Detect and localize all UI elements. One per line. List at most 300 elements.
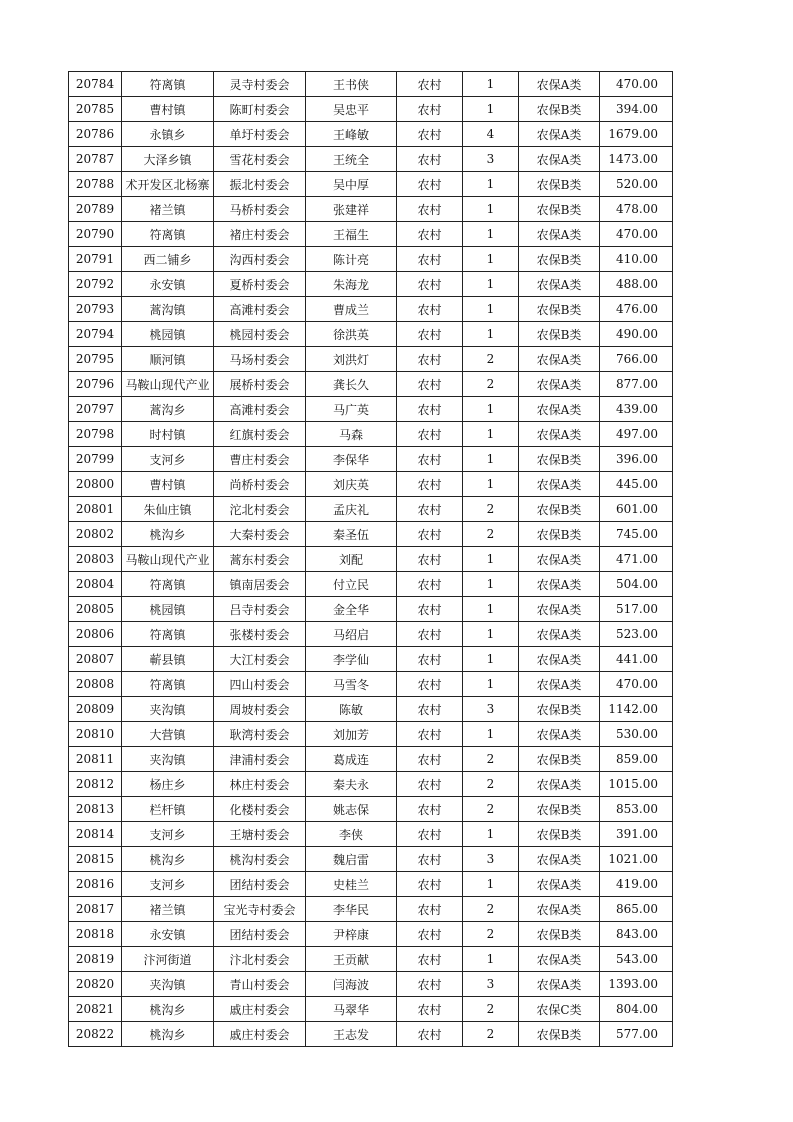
record-id-cell: 20822	[69, 1022, 122, 1047]
insurance-category-cell: 农保A类	[519, 597, 600, 622]
amount-cell: 504.00	[600, 572, 673, 597]
town-cell: 永安镇	[122, 272, 214, 297]
household-count-cell: 1	[463, 622, 519, 647]
household-count-cell: 1	[463, 247, 519, 272]
amount-cell: 1142.00	[600, 697, 673, 722]
village-committee-cell: 桃沟村委会	[214, 847, 306, 872]
village-committee-cell: 桃园村委会	[214, 322, 306, 347]
area-type-cell: 农村	[397, 722, 463, 747]
village-committee-cell: 大秦村委会	[214, 522, 306, 547]
household-count-cell: 3	[463, 697, 519, 722]
insurance-category-cell: 农保A类	[519, 472, 600, 497]
person-name-cell: 姚志保	[306, 797, 397, 822]
village-committee-cell: 戚庄村委会	[214, 997, 306, 1022]
record-id-cell: 20787	[69, 147, 122, 172]
area-type-cell: 农村	[397, 122, 463, 147]
person-name-cell: 秦圣伍	[306, 522, 397, 547]
area-type-cell: 农村	[397, 147, 463, 172]
person-name-cell: 马绍启	[306, 622, 397, 647]
amount-cell: 490.00	[600, 322, 673, 347]
insurance-category-cell: 农保A类	[519, 397, 600, 422]
area-type-cell: 农村	[397, 947, 463, 972]
village-committee-cell: 红旗村委会	[214, 422, 306, 447]
household-count-cell: 3	[463, 847, 519, 872]
village-committee-cell: 大江村委会	[214, 647, 306, 672]
person-name-cell: 刘庆英	[306, 472, 397, 497]
insurance-category-cell: 农保A类	[519, 872, 600, 897]
household-count-cell: 1	[463, 297, 519, 322]
area-type-cell: 农村	[397, 972, 463, 997]
area-type-cell: 农村	[397, 297, 463, 322]
table-row	[69, 897, 673, 922]
person-name-cell: 孟庆礼	[306, 497, 397, 522]
household-count-cell: 1	[463, 197, 519, 222]
village-committee-cell: 单圩村委会	[214, 122, 306, 147]
area-type-cell: 农村	[397, 372, 463, 397]
household-count-cell: 1	[463, 472, 519, 497]
amount-cell: 804.00	[600, 997, 673, 1022]
household-count-cell: 4	[463, 122, 519, 147]
table-row	[69, 722, 673, 747]
amount-cell: 577.00	[600, 1022, 673, 1047]
record-id-cell: 20806	[69, 622, 122, 647]
table-row	[69, 647, 673, 672]
amount-cell: 394.00	[600, 97, 673, 122]
table-row	[69, 597, 673, 622]
person-name-cell: 朱海龙	[306, 272, 397, 297]
person-name-cell: 李学仙	[306, 647, 397, 672]
person-name-cell: 吴中厚	[306, 172, 397, 197]
town-cell: 西二铺乡	[122, 247, 214, 272]
village-committee-cell: 青山村委会	[214, 972, 306, 997]
insurance-category-cell: 农保C类	[519, 997, 600, 1022]
insurance-category-cell: 农保B类	[519, 97, 600, 122]
record-id-cell: 20804	[69, 572, 122, 597]
village-committee-cell: 汴北村委会	[214, 947, 306, 972]
amount-cell: 530.00	[600, 722, 673, 747]
area-type-cell: 农村	[397, 522, 463, 547]
person-name-cell: 尹梓康	[306, 922, 397, 947]
table-row	[69, 747, 673, 772]
person-name-cell: 王统全	[306, 147, 397, 172]
person-name-cell: 马翠华	[306, 997, 397, 1022]
table-row	[69, 547, 673, 572]
village-committee-cell: 津浦村委会	[214, 747, 306, 772]
insurance-category-cell: 农保B类	[519, 822, 600, 847]
insurance-category-cell: 农保A类	[519, 972, 600, 997]
area-type-cell: 农村	[397, 997, 463, 1022]
insurance-category-cell: 农保B类	[519, 797, 600, 822]
town-cell: 桃沟乡	[122, 1022, 214, 1047]
table-row	[69, 322, 673, 347]
insurance-category-cell: 农保B类	[519, 1022, 600, 1047]
person-name-cell: 金全华	[306, 597, 397, 622]
amount-cell: 445.00	[600, 472, 673, 497]
town-cell: 蒿沟乡	[122, 397, 214, 422]
insurance-category-cell: 农保A类	[519, 122, 600, 147]
person-name-cell: 王福生	[306, 222, 397, 247]
person-name-cell: 闫海波	[306, 972, 397, 997]
town-cell: 蒿沟镇	[122, 297, 214, 322]
town-cell: 褚兰镇	[122, 897, 214, 922]
area-type-cell: 农村	[397, 272, 463, 297]
amount-cell: 441.00	[600, 647, 673, 672]
table-row	[69, 947, 673, 972]
area-type-cell: 农村	[397, 597, 463, 622]
household-count-cell: 1	[463, 672, 519, 697]
amount-cell: 439.00	[600, 397, 673, 422]
amount-cell: 853.00	[600, 797, 673, 822]
town-cell: 夹沟镇	[122, 697, 214, 722]
household-count-cell: 1	[463, 947, 519, 972]
household-count-cell: 1	[463, 872, 519, 897]
household-count-cell: 2	[463, 922, 519, 947]
person-name-cell: 李保华	[306, 447, 397, 472]
person-name-cell: 秦夫永	[306, 772, 397, 797]
record-id-cell: 20793	[69, 297, 122, 322]
village-committee-cell: 马桥村委会	[214, 197, 306, 222]
village-committee-cell: 镇南居委会	[214, 572, 306, 597]
household-count-cell: 1	[463, 647, 519, 672]
record-id-cell: 20802	[69, 522, 122, 547]
table-row	[69, 797, 673, 822]
household-count-cell: 1	[463, 222, 519, 247]
insurance-category-cell: 农保B类	[519, 697, 600, 722]
household-count-cell: 2	[463, 997, 519, 1022]
household-count-cell: 1	[463, 547, 519, 572]
table-row	[69, 672, 673, 697]
area-type-cell: 农村	[397, 172, 463, 197]
village-committee-cell: 四山村委会	[214, 672, 306, 697]
person-name-cell: 史桂兰	[306, 872, 397, 897]
person-name-cell: 陈敏	[306, 697, 397, 722]
record-id-cell: 20796	[69, 372, 122, 397]
amount-cell: 471.00	[600, 547, 673, 572]
record-id-cell: 20785	[69, 97, 122, 122]
insurance-category-cell: 农保A类	[519, 72, 600, 97]
table-row	[69, 497, 673, 522]
village-committee-cell: 褚庄村委会	[214, 222, 306, 247]
person-name-cell: 王贡献	[306, 947, 397, 972]
record-id-cell: 20814	[69, 822, 122, 847]
town-cell: 曹村镇	[122, 472, 214, 497]
amount-cell: 478.00	[600, 197, 673, 222]
amount-cell: 766.00	[600, 347, 673, 372]
record-id-cell: 20807	[69, 647, 122, 672]
table-row	[69, 297, 673, 322]
person-name-cell: 刘加芳	[306, 722, 397, 747]
insurance-category-cell: 农保B类	[519, 197, 600, 222]
insurance-category-cell: 农保B类	[519, 322, 600, 347]
insurance-category-cell: 农保B类	[519, 747, 600, 772]
person-name-cell: 马森	[306, 422, 397, 447]
town-cell: 术开发区北杨寨	[122, 172, 214, 197]
town-cell: 马鞍山现代产业	[122, 547, 214, 572]
record-id-cell: 20786	[69, 122, 122, 147]
village-committee-cell: 高滩村委会	[214, 297, 306, 322]
household-count-cell: 1	[463, 822, 519, 847]
village-committee-cell: 曹庄村委会	[214, 447, 306, 472]
table-row	[69, 147, 673, 172]
person-name-cell: 曹成兰	[306, 297, 397, 322]
village-committee-cell: 沱北村委会	[214, 497, 306, 522]
town-cell: 褚兰镇	[122, 197, 214, 222]
person-name-cell: 王书侠	[306, 72, 397, 97]
record-id-cell: 20788	[69, 172, 122, 197]
town-cell: 夹沟镇	[122, 747, 214, 772]
town-cell: 桃园镇	[122, 597, 214, 622]
village-committee-cell: 林庄村委会	[214, 772, 306, 797]
village-committee-cell: 展桥村委会	[214, 372, 306, 397]
record-id-cell: 20816	[69, 872, 122, 897]
record-id-cell: 20805	[69, 597, 122, 622]
table-row	[69, 972, 673, 997]
table-row	[69, 347, 673, 372]
town-cell: 顺河镇	[122, 347, 214, 372]
town-cell: 夹沟镇	[122, 972, 214, 997]
insurance-category-cell: 农保B类	[519, 922, 600, 947]
village-committee-cell: 夏桥村委会	[214, 272, 306, 297]
insurance-category-cell: 农保B类	[519, 497, 600, 522]
amount-cell: 745.00	[600, 522, 673, 547]
record-id-cell: 20790	[69, 222, 122, 247]
person-name-cell: 葛成连	[306, 747, 397, 772]
area-type-cell: 农村	[397, 622, 463, 647]
record-id-cell: 20811	[69, 747, 122, 772]
record-id-cell: 20808	[69, 672, 122, 697]
village-committee-cell: 陈町村委会	[214, 97, 306, 122]
village-committee-cell: 团结村委会	[214, 922, 306, 947]
household-count-cell: 1	[463, 572, 519, 597]
area-type-cell: 农村	[397, 697, 463, 722]
area-type-cell: 农村	[397, 72, 463, 97]
area-type-cell: 农村	[397, 322, 463, 347]
town-cell: 永镇乡	[122, 122, 214, 147]
household-count-cell: 2	[463, 1022, 519, 1047]
area-type-cell: 农村	[397, 497, 463, 522]
insurance-category-cell: 农保A类	[519, 147, 600, 172]
area-type-cell: 农村	[397, 247, 463, 272]
town-cell: 符离镇	[122, 222, 214, 247]
area-type-cell: 农村	[397, 97, 463, 122]
village-committee-cell: 化楼村委会	[214, 797, 306, 822]
table-row	[69, 122, 673, 147]
table-row	[69, 522, 673, 547]
village-committee-cell: 戚庄村委会	[214, 1022, 306, 1047]
household-count-cell: 1	[463, 422, 519, 447]
area-type-cell: 农村	[397, 922, 463, 947]
village-committee-cell: 王塘村委会	[214, 822, 306, 847]
amount-cell: 859.00	[600, 747, 673, 772]
amount-cell: 1679.00	[600, 122, 673, 147]
village-committee-cell: 尚桥村委会	[214, 472, 306, 497]
town-cell: 符离镇	[122, 622, 214, 647]
record-id-cell: 20813	[69, 797, 122, 822]
table-row	[69, 822, 673, 847]
insurance-category-cell: 农保B类	[519, 522, 600, 547]
household-count-cell: 1	[463, 172, 519, 197]
area-type-cell: 农村	[397, 547, 463, 572]
person-name-cell: 吴忠平	[306, 97, 397, 122]
town-cell: 朱仙庄镇	[122, 497, 214, 522]
town-cell: 蕲县镇	[122, 647, 214, 672]
area-type-cell: 农村	[397, 897, 463, 922]
area-type-cell: 农村	[397, 347, 463, 372]
area-type-cell: 农村	[397, 772, 463, 797]
village-committee-cell: 高滩村委会	[214, 397, 306, 422]
table-body	[69, 72, 673, 1047]
town-cell: 汴河街道	[122, 947, 214, 972]
table-row	[69, 922, 673, 947]
table-row	[69, 422, 673, 447]
amount-cell: 843.00	[600, 922, 673, 947]
town-cell: 桃园镇	[122, 322, 214, 347]
record-id-cell: 20803	[69, 547, 122, 572]
record-id-cell: 20794	[69, 322, 122, 347]
table-row	[69, 272, 673, 297]
record-id-cell: 20817	[69, 897, 122, 922]
person-name-cell: 陈计亮	[306, 247, 397, 272]
table-row	[69, 772, 673, 797]
household-count-cell: 2	[463, 497, 519, 522]
household-count-cell: 1	[463, 722, 519, 747]
table-row	[69, 97, 673, 122]
amount-cell: 470.00	[600, 72, 673, 97]
amount-cell: 865.00	[600, 897, 673, 922]
record-id-cell: 20801	[69, 497, 122, 522]
town-cell: 符离镇	[122, 572, 214, 597]
person-name-cell: 龚长久	[306, 372, 397, 397]
amount-cell: 601.00	[600, 497, 673, 522]
town-cell: 大营镇	[122, 722, 214, 747]
village-committee-cell: 雪花村委会	[214, 147, 306, 172]
village-committee-cell: 振北村委会	[214, 172, 306, 197]
record-id-cell: 20809	[69, 697, 122, 722]
insurance-category-cell: 农保B类	[519, 447, 600, 472]
household-count-cell: 2	[463, 372, 519, 397]
area-type-cell: 农村	[397, 1022, 463, 1047]
amount-cell: 419.00	[600, 872, 673, 897]
area-type-cell: 农村	[397, 197, 463, 222]
table-row	[69, 472, 673, 497]
insurance-category-cell: 农保A类	[519, 222, 600, 247]
area-type-cell: 农村	[397, 572, 463, 597]
insurance-category-cell: 农保A类	[519, 347, 600, 372]
record-id-cell: 20795	[69, 347, 122, 372]
amount-cell: 1021.00	[600, 847, 673, 872]
insurance-category-cell: 农保B类	[519, 247, 600, 272]
person-name-cell: 付立民	[306, 572, 397, 597]
area-type-cell: 农村	[397, 397, 463, 422]
record-id-cell: 20821	[69, 997, 122, 1022]
insurance-category-cell: 农保A类	[519, 947, 600, 972]
record-id-cell: 20792	[69, 272, 122, 297]
area-type-cell: 农村	[397, 847, 463, 872]
amount-cell: 470.00	[600, 672, 673, 697]
record-id-cell: 20784	[69, 72, 122, 97]
amount-cell: 1473.00	[600, 147, 673, 172]
person-name-cell: 马雪冬	[306, 672, 397, 697]
area-type-cell: 农村	[397, 222, 463, 247]
household-count-cell: 2	[463, 747, 519, 772]
record-id-cell: 20810	[69, 722, 122, 747]
town-cell: 时村镇	[122, 422, 214, 447]
amount-cell: 1393.00	[600, 972, 673, 997]
town-cell: 桃沟乡	[122, 522, 214, 547]
town-cell: 符离镇	[122, 72, 214, 97]
village-committee-cell: 周坡村委会	[214, 697, 306, 722]
village-committee-cell: 宝光寺村委会	[214, 897, 306, 922]
insurance-category-cell: 农保A类	[519, 547, 600, 572]
household-count-cell: 3	[463, 972, 519, 997]
table-row	[69, 72, 673, 97]
person-name-cell: 张建祥	[306, 197, 397, 222]
amount-cell: 470.00	[600, 222, 673, 247]
village-committee-cell: 沟西村委会	[214, 247, 306, 272]
village-committee-cell: 张楼村委会	[214, 622, 306, 647]
area-type-cell: 农村	[397, 797, 463, 822]
amount-cell: 391.00	[600, 822, 673, 847]
record-id-cell: 20815	[69, 847, 122, 872]
table-row	[69, 447, 673, 472]
town-cell: 大泽乡镇	[122, 147, 214, 172]
insurance-category-cell: 农保A类	[519, 722, 600, 747]
record-id-cell: 20800	[69, 472, 122, 497]
household-count-cell: 1	[463, 447, 519, 472]
area-type-cell: 农村	[397, 872, 463, 897]
household-count-cell: 1	[463, 397, 519, 422]
insurance-category-cell: 农保A类	[519, 572, 600, 597]
insurance-category-cell: 农保A类	[519, 897, 600, 922]
record-id-cell: 20820	[69, 972, 122, 997]
amount-cell: 396.00	[600, 447, 673, 472]
person-name-cell: 徐洪英	[306, 322, 397, 347]
insurance-category-cell: 农保A类	[519, 622, 600, 647]
table-row	[69, 172, 673, 197]
record-id-cell: 20789	[69, 197, 122, 222]
record-id-cell: 20819	[69, 947, 122, 972]
table-row	[69, 1022, 673, 1047]
town-cell: 杨庄乡	[122, 772, 214, 797]
village-committee-cell: 耿湾村委会	[214, 722, 306, 747]
records-table	[68, 71, 673, 1047]
record-id-cell: 20799	[69, 447, 122, 472]
amount-cell: 410.00	[600, 247, 673, 272]
household-count-cell: 1	[463, 72, 519, 97]
household-count-cell: 2	[463, 897, 519, 922]
insurance-category-cell: 农保A类	[519, 422, 600, 447]
table-row	[69, 997, 673, 1022]
person-name-cell: 刘洪灯	[306, 347, 397, 372]
household-count-cell: 1	[463, 272, 519, 297]
record-id-cell: 20812	[69, 772, 122, 797]
town-cell: 永安镇	[122, 922, 214, 947]
table-row	[69, 872, 673, 897]
town-cell: 马鞍山现代产业	[122, 372, 214, 397]
record-id-cell: 20798	[69, 422, 122, 447]
town-cell: 支河乡	[122, 872, 214, 897]
person-name-cell: 王志发	[306, 1022, 397, 1047]
insurance-category-cell: 农保A类	[519, 672, 600, 697]
table-row	[69, 197, 673, 222]
insurance-category-cell: 农保A类	[519, 272, 600, 297]
insurance-category-cell: 农保B类	[519, 172, 600, 197]
amount-cell: 520.00	[600, 172, 673, 197]
record-id-cell: 20818	[69, 922, 122, 947]
household-count-cell: 1	[463, 97, 519, 122]
household-count-cell: 2	[463, 797, 519, 822]
table-row	[69, 247, 673, 272]
